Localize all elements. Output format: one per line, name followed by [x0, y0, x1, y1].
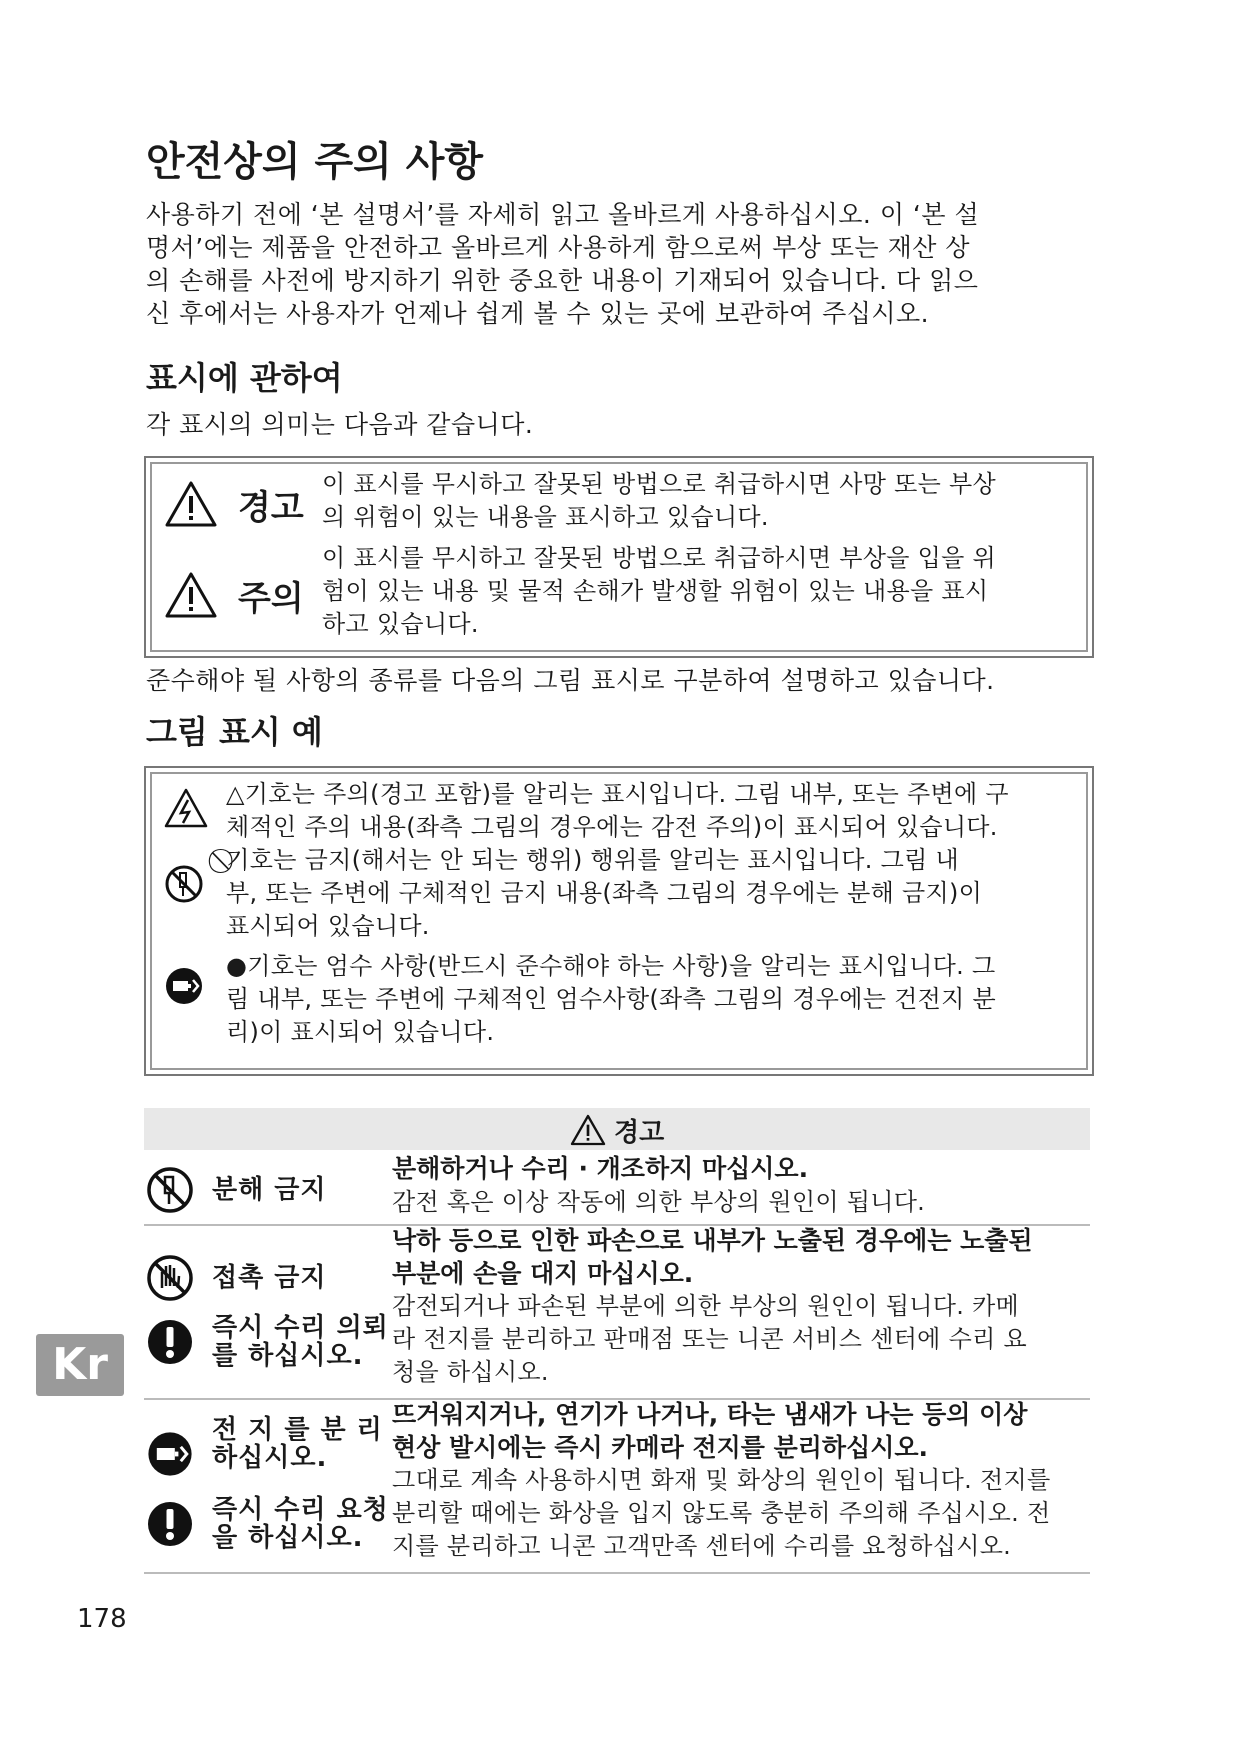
symbol-description — [226, 950, 996, 1049]
row-instruction: 분해하거나 수리 · 개조하지 마십시오. — [392, 1154, 809, 1183]
page-title: 안전상의 주의 사항 — [146, 139, 483, 185]
intro-line: 사용하기 전에 ‘본 설명서’를 자세히 읽고 올바르게 사용하십시오. 이 ‘본 설 — [146, 200, 980, 229]
label-line: 하십시오. — [212, 1443, 328, 1473]
warning-label: 경고 — [238, 488, 304, 528]
text-line: 림 내부, 또는 주변에 구체적인 엄수사항(좌측 그림의 경우에는 건전지 분 — [226, 985, 996, 1013]
row-reason: 분리할 때에는 화상을 입지 않도록 충분히 주의해 주십시오. 전 — [392, 1499, 1051, 1527]
intro-line: 의 손해를 사전에 방지하기 위한 중요한 내용이 기재되어 있습니다. 다 읽으 — [146, 266, 979, 295]
row-label — [212, 1496, 389, 1552]
language-tab: Kr — [36, 1334, 124, 1396]
intro-line: 명서’에는 제품을 안전하고 올바르게 사용하게 함으로써 부상 또는 재산 상 — [146, 233, 970, 262]
no-disassembly-icon — [164, 864, 204, 904]
page-number: 178 — [77, 1604, 127, 1634]
warning-table-title: 경고 — [614, 1118, 665, 1148]
text-line: △기호는 주의(경고 포함)를 알리는 표시입니다. 그림 내부, 또는 주변에 구 — [226, 780, 1009, 808]
label-line: 전 지 를 분 리 — [212, 1415, 383, 1445]
no-touch-icon — [146, 1254, 194, 1302]
intro-paragraph — [146, 198, 979, 330]
warning-description — [322, 468, 996, 534]
text-line: 험이 있는 내용 및 물적 손해가 발생할 위험이 있는 내용을 표시 — [322, 577, 989, 605]
row-content — [392, 1398, 1050, 1563]
symbol-description — [226, 778, 1009, 844]
label-line: 즉시 수리 요청 — [212, 1495, 389, 1525]
row-instruction: 낙하 등으로 인한 파손으로 내부가 노출된 경우에는 노출된 — [392, 1226, 1033, 1255]
text-line: ⃠기호는 금지(해서는 안 되는 행위) 행위를 알리는 표시입니다. 그림 내 — [226, 846, 959, 874]
warning-triangle-icon — [570, 1114, 606, 1146]
row-divider — [144, 1572, 1090, 1574]
text-line: 이 표시를 무시하고 잘못된 방법으로 취급하시면 부상을 입을 위 — [322, 544, 997, 572]
row-instruction: 뜨거워지거나, 연기가 나거나, 타는 냄새가 나는 등의 이상 — [392, 1400, 1028, 1429]
text-line: 체적인 주의 내용(좌측 그림의 경우에는 감전 주의)이 표시되어 있습니다. — [226, 813, 998, 841]
caution-label: 주의 — [238, 579, 304, 619]
row-label — [212, 1314, 389, 1370]
marks-heading: 표시에 관하여 — [146, 359, 343, 397]
electric-shock-triangle-icon — [164, 788, 208, 828]
row-reason: 라 전지를 분리하고 판매점 또는 니콘 서비스 센터에 수리 요 — [392, 1325, 1027, 1353]
row-reason: 감전 혹은 이상 작동에 의한 부상의 원인이 됩니다. — [392, 1188, 926, 1216]
symbol-description — [226, 844, 982, 943]
row-content — [392, 1224, 1033, 1389]
marks-lead: 각 표시의 의미는 다음과 같습니다. — [146, 410, 534, 439]
text-line: ●기호는 엄수 사항(반드시 준수해야 하는 사항)을 알리는 표시입니다. 그 — [226, 952, 996, 980]
intro-line: 신 후에서는 사용자가 언제나 쉽게 볼 수 있는 곳에 보관하여 주십시오. — [146, 299, 930, 328]
label-line: 을 하십시오. — [212, 1523, 364, 1553]
symbols-heading: 그림 표시 예 — [146, 713, 323, 751]
symbols-box — [144, 766, 1094, 1076]
text-line: 리)이 표시되어 있습니다. — [226, 1018, 495, 1046]
row-instruction: 부분에 손을 대지 마십시오. — [392, 1259, 694, 1288]
text-line: 의 위험이 있는 내용을 표시하고 있습니다. — [322, 503, 769, 531]
warning-triangle-icon — [164, 571, 218, 619]
caution-description — [322, 542, 996, 641]
remove-battery-icon — [146, 1430, 194, 1478]
row-reason: 감전되거나 파손된 부분에 의한 부상의 원인이 됩니다. 카메 — [392, 1292, 1020, 1320]
warning-triangle-icon — [164, 480, 218, 528]
row-instruction: 현상 발시에는 즉시 카메라 전지를 분리하십시오. — [392, 1433, 929, 1462]
remove-battery-icon — [164, 966, 204, 1006]
row-label: 분해 금지 — [212, 1175, 327, 1205]
row-reason: 청을 하십시오. — [392, 1358, 549, 1386]
label-line: 즉시 수리 의뢰 — [212, 1313, 389, 1343]
text-line: 이 표시를 무시하고 잘못된 방법으로 취급하시면 사망 또는 부상 — [322, 470, 997, 498]
marks-box — [144, 456, 1094, 658]
row-label: 접촉 금지 — [212, 1263, 327, 1293]
row-reason: 그대로 계속 사용하시면 화재 및 화상의 원인이 됩니다. 전지를 — [392, 1466, 1051, 1494]
label-line: 를 하십시오. — [212, 1341, 364, 1371]
marks-after-text: 준수해야 될 사항의 종류를 다음의 그림 표시로 구분하여 설명하고 있습니다. — [146, 666, 995, 695]
row-label — [212, 1416, 383, 1472]
no-disassembly-icon — [146, 1166, 194, 1214]
text-line: 부, 또는 주변에 구체적인 금지 내용(좌측 그림의 경우에는 분해 금지)이 — [226, 879, 983, 907]
mandatory-exclamation-icon — [146, 1318, 194, 1366]
row-reason: 지를 분리하고 니콘 고객만족 센터에 수리를 요청하십시오. — [392, 1532, 1012, 1560]
text-line: 하고 있습니다. — [322, 610, 479, 638]
text-line: 표시되어 있습니다. — [226, 912, 430, 940]
mandatory-exclamation-icon — [146, 1500, 194, 1548]
warning-table-header — [144, 1108, 1090, 1150]
